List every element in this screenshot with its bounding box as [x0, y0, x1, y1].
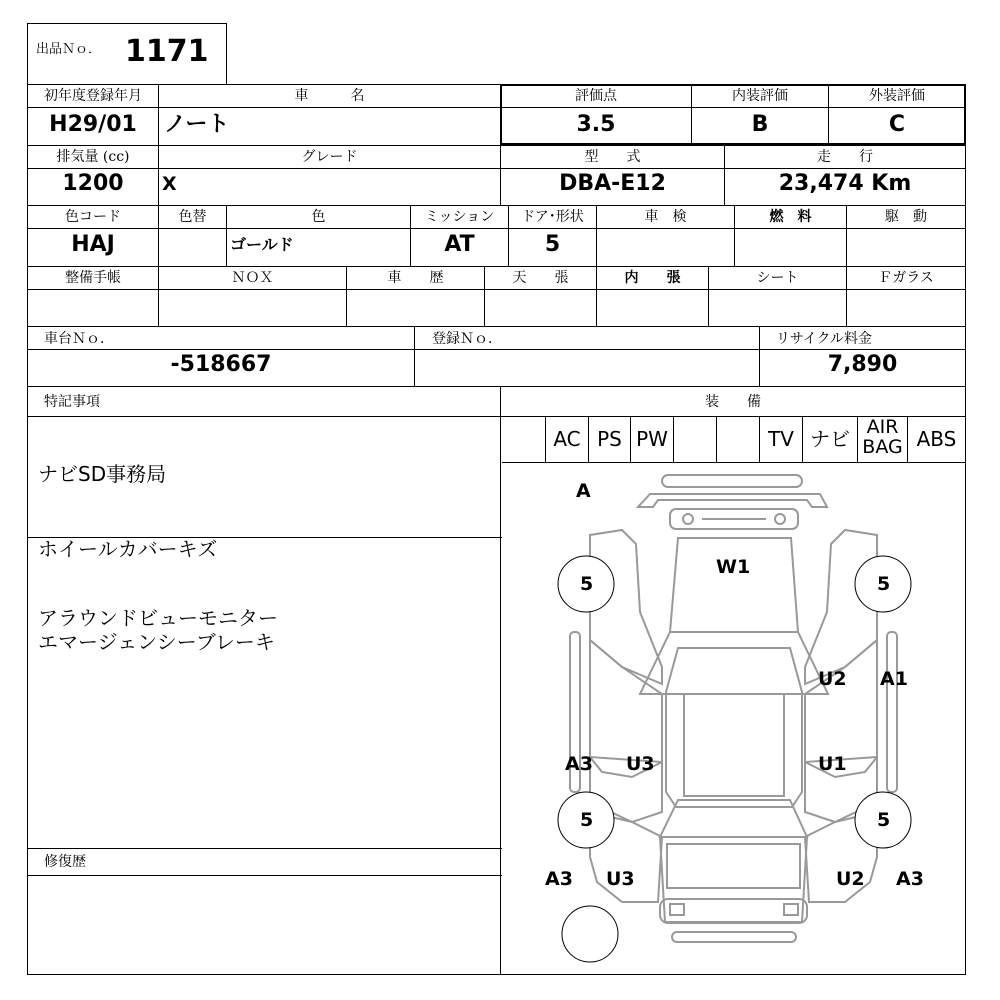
- damage-left-rear-door-2: U3: [626, 753, 655, 775]
- color-value: ゴールド: [230, 235, 294, 254]
- damage-left-quarter-1: A3: [545, 868, 573, 890]
- lot-number-label: 出品Ｎｏ．: [36, 42, 102, 57]
- color-change-label: 色替: [178, 209, 207, 225]
- damage-windshield: W1: [716, 556, 751, 578]
- spare-tire: [562, 906, 618, 962]
- first-reg-value: H29/01: [49, 112, 137, 137]
- recycle-value: 7,890: [827, 352, 898, 377]
- damage-right-front-door-1: U2: [818, 668, 847, 690]
- lot-number: 1171: [125, 34, 209, 69]
- remark-line-3: アラウンドビューモニター: [38, 606, 278, 630]
- color-code-value: HAJ: [71, 232, 115, 257]
- remarks-label: 特記事項: [44, 394, 100, 410]
- interior-value: B: [751, 112, 769, 137]
- displacement-value: 1200: [62, 171, 124, 196]
- damage-right-quarter-2: A3: [896, 868, 924, 890]
- history-label: 車 歴: [387, 270, 444, 286]
- door-value: 5: [544, 232, 561, 257]
- equipment-airbag: AIR BAG: [862, 416, 903, 458]
- score-value: 3.5: [576, 112, 616, 137]
- mission-label: ミッション: [424, 209, 495, 225]
- mileage-label: 走 行: [817, 149, 873, 165]
- chassis-value: -518667: [170, 352, 272, 377]
- equipment-navi: ナビ: [810, 427, 850, 451]
- equipment-ac: AC: [553, 427, 581, 451]
- inspection-label: 車 検: [644, 209, 687, 225]
- color-label: 色: [311, 209, 326, 225]
- seat-label: シート: [756, 270, 799, 286]
- damage-right-rear-door: U1: [818, 753, 847, 775]
- registration-label: 登録Ｎｏ．: [432, 331, 502, 347]
- damage-left-rear-door-1: A3: [565, 753, 593, 775]
- grade-value: X: [162, 173, 177, 195]
- damage-right-quarter-1: U2: [836, 868, 865, 890]
- equipment-abs: ABS: [916, 427, 957, 451]
- damage-left-quarter-2: U3: [606, 868, 635, 890]
- first-reg-label: 初年度登録年月: [44, 88, 142, 104]
- mission-value: AT: [444, 232, 475, 257]
- grade-label: グレード: [301, 149, 358, 165]
- tire-rear-right-value: 5: [877, 809, 891, 831]
- inner-label: 内 張: [624, 270, 681, 286]
- door-label: ドア･形状: [521, 209, 584, 225]
- maintenance-label: 整備手帳: [65, 270, 121, 286]
- exterior-label: 外装評価: [869, 88, 925, 104]
- model-value: DBA-E12: [559, 171, 666, 196]
- equipment-pw: PW: [636, 427, 668, 451]
- ceiling-label: 天 張: [512, 270, 569, 286]
- exterior-value: C: [888, 112, 906, 137]
- remark-line-2: ホイールカバーキズ: [38, 537, 218, 561]
- repair-label: 修復歴: [44, 854, 86, 870]
- equipment-label: 装 備: [705, 394, 761, 410]
- displacement-label: 排気量 (cc): [56, 149, 130, 165]
- nox-label: ＮＯＸ: [231, 270, 274, 286]
- damage-front-bumper: A: [576, 480, 591, 502]
- interior-label: 内装評価: [732, 88, 788, 104]
- damage-right-front-door-2: A1: [880, 668, 908, 690]
- equipment-tv: TV: [768, 427, 794, 451]
- equipment-ps: PS: [597, 427, 622, 451]
- tire-rear-left-value: 5: [580, 809, 594, 831]
- fuel-label: 燃 料: [769, 209, 812, 225]
- fglass-label: Ｆガラス: [878, 270, 934, 286]
- car-name-value: ノート: [164, 112, 230, 137]
- drive-label: 駆 動: [885, 209, 927, 225]
- tire-front-left-value: 5: [580, 573, 594, 595]
- car-name-label: 車 名: [294, 88, 365, 104]
- tire-front-right-value: 5: [877, 573, 891, 595]
- chassis-label: 車台Ｎｏ．: [44, 331, 114, 347]
- score-label: 評価点: [575, 88, 617, 104]
- recycle-label: リサイクル料金: [776, 331, 873, 347]
- color-code-label: 色コード: [65, 209, 121, 225]
- car-damage-diagram: [502, 462, 965, 974]
- remark-line-1: ナビSD事務局: [38, 462, 167, 486]
- model-label: 型 式: [584, 149, 641, 165]
- remark-line-4: エマージェンシーブレーキ: [38, 630, 275, 654]
- mileage-value: 23,474 Km: [778, 171, 912, 196]
